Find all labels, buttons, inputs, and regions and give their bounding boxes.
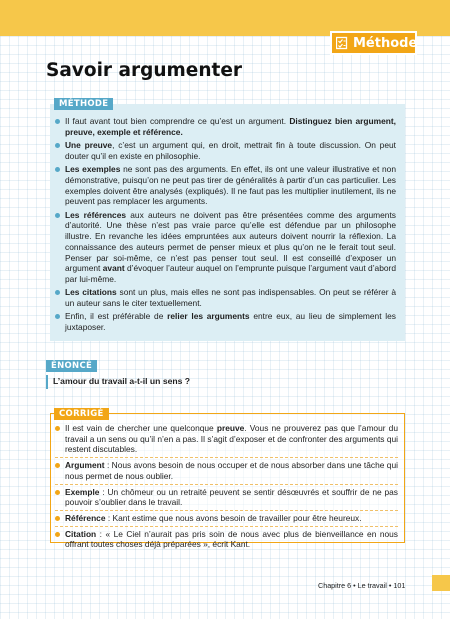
text-run: : Un chômeur ou un retraité peuvent se sentir désœuvrés et souffrir de ne pas pouvoir s’oublier dans le travail. — [65, 486, 398, 508]
text-run: Il faut avant tout bien comprendre ce qu’est un argument. — [65, 116, 290, 126]
text-run: Citation — [65, 528, 97, 539]
method-item — [55, 140, 396, 161]
text-run: : Nous avons besoin de nous occuper et de nous absorber dans une tâche qui nous permet de nous oublier. — [65, 460, 398, 481]
text-run: ne sont pas des arguments. En effet, ils ont une valeur illustrative et non démonstrative, puisqu’on ne peut pas tirer de généralités à partir d’un cas particulier. Les exemples doivent être analysés (expliqués). Il ne faut pas les multiplier inutilement, ils ne peuvent pas remplacer les arguments. — [65, 164, 396, 207]
checklist-icon — [336, 36, 349, 50]
method-item — [55, 210, 396, 285]
corrige-item — [55, 487, 398, 511]
text-run: d’évoquer l’auteur auquel on l’emprunte puisque l’argument vaut d’abord par lui-même. — [65, 263, 396, 284]
corrige-tab: CORRIGÉ — [54, 408, 109, 420]
enonce-tab: ÉNONCÉ — [46, 360, 97, 372]
text-run: Une preuve — [65, 140, 113, 151]
text-run: Les références — [65, 209, 127, 220]
method-item — [55, 164, 396, 207]
text-run: : Kant estime que nous avons besoin de travailler pour être heureux. — [105, 512, 362, 523]
method-item — [55, 287, 396, 308]
text-run: preuve — [216, 423, 245, 433]
text-run: Les citations — [65, 287, 117, 298]
text-run: avant — [102, 263, 125, 274]
text-run: aux auteurs ne doivent pas être présentées comme des arguments d’autorité. Une thèse n’est pas vraie parce qu’elle est défendue par un philosophe illustre. En revanche les idées empruntées aux auteurs doivent nourrir la réflexion. La connaissance des auteurs permet de penser mieux et plus qu’on ne le ferait tout seul. Penser par soi-même, ce n’est pas penser tout seul. Il est conseillé d’exposer un argument — [65, 209, 396, 274]
text-run: . Vous ne prouverez pas que l’amour du travail a un sens ou qu’il n’en a pas. Il s’agit d’exposer et de confronter des arguments qui restent discutables. — [65, 423, 398, 455]
enonce-bar — [46, 375, 48, 389]
text-run: Distinguez bien argument, preuve, exemple et référence. — [65, 116, 397, 137]
corrige-item — [55, 529, 398, 552]
page-title: Savoir argumenter — [46, 60, 243, 81]
text-run: Exemple — [65, 486, 100, 497]
corrige-item — [55, 513, 398, 527]
text-run: relier les arguments — [167, 311, 250, 322]
text-run: : « Le Ciel n’aurait pas pris soin de nous avec plus de bienveillance en nous offrant toutes choses déjà préparées », écrit Kant. — [65, 528, 398, 550]
text-run: entre eux, au lieu de simplement les juxtaposer. — [65, 311, 396, 333]
method-tag-label: Méthode — [353, 35, 418, 51]
method-tag — [330, 31, 417, 55]
method-list — [55, 116, 396, 335]
text-run: sont un plus, mais elles ne sont pas indispensables. On peut se référer à un auteur sans le citer textuellement. — [65, 287, 397, 308]
text-run: Référence — [65, 512, 106, 523]
footer-accent — [432, 575, 450, 591]
method-item — [55, 311, 396, 332]
text-run: Les exemples — [65, 164, 121, 175]
method-item — [55, 116, 396, 137]
page-footer: Chapitre 6 • Le travail • 101 — [318, 581, 406, 590]
enonce-question: L’amour du travail a-t-il un sens ? — [53, 376, 191, 386]
text-run: Enfin, il est préférable de — [65, 311, 168, 322]
corrige-list — [55, 423, 398, 554]
text-run: , c’est un argument qui, en droit, mettrait fin à toute discussion. On peut douter qu’il en existe en philosophie. — [65, 140, 396, 161]
text-run: Argument — [65, 460, 105, 471]
method-tab: MÉTHODE — [54, 98, 113, 110]
text-run: Il est vain de chercher une quelconque — [65, 423, 217, 433]
corrige-item — [55, 460, 398, 484]
corrige-item — [55, 423, 398, 458]
